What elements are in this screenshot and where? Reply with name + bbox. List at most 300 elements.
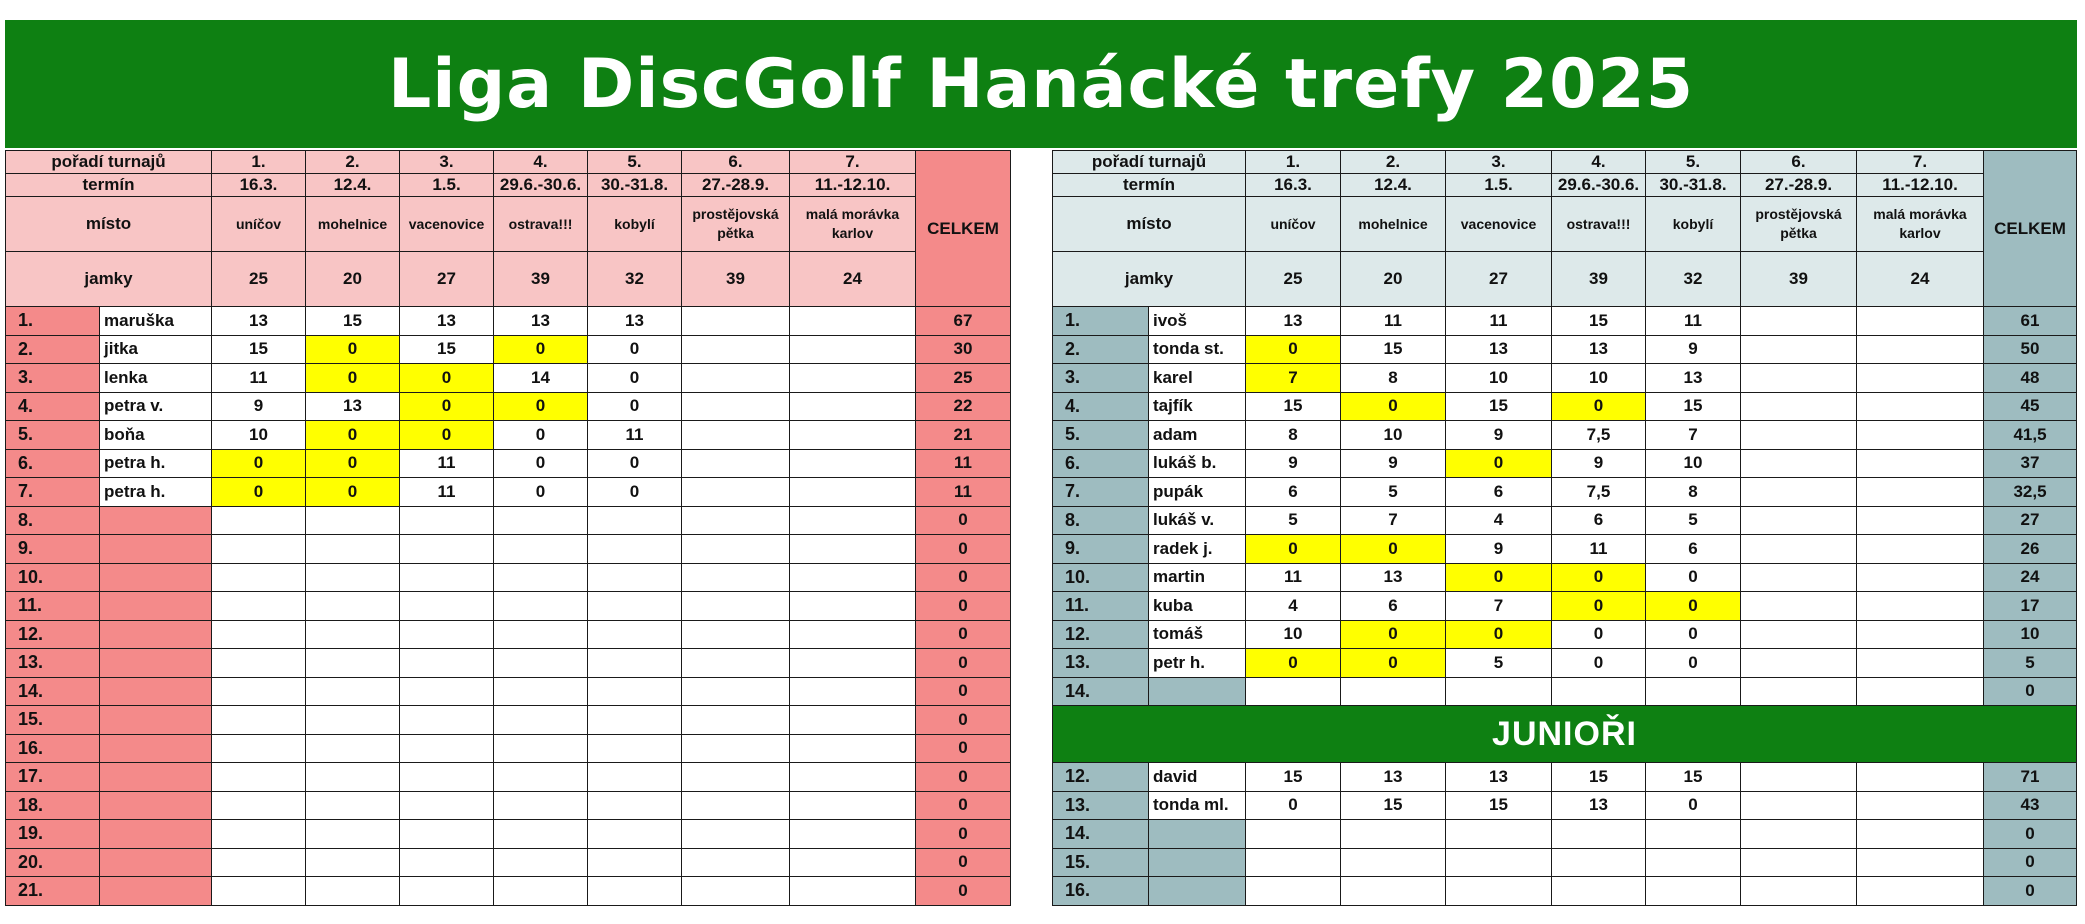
score-cell [1341, 877, 1446, 906]
score-cell: 0 [400, 392, 494, 421]
total-cell: 67 [916, 307, 1011, 336]
rank-cell: 7. [6, 478, 100, 507]
tournament-number-cell: 4. [1552, 151, 1646, 174]
tournament-place-cell: vacenovice [1446, 197, 1552, 252]
tournament-number-cell: 6. [682, 151, 790, 174]
total-cell: 10 [1984, 620, 2077, 649]
score-cell: 11 [1246, 563, 1341, 592]
score-cell [1857, 307, 1984, 336]
score-cell: 13 [1341, 763, 1446, 792]
tournament-place-cell: vacenovice [400, 197, 494, 252]
score-cell [1741, 877, 1857, 906]
table-row [6, 763, 1011, 792]
score-cell [682, 478, 790, 507]
score-cell [1341, 677, 1446, 706]
tournament-number-cell: 4. [494, 151, 588, 174]
score-cell [306, 649, 400, 678]
score-cell [1741, 791, 1857, 820]
player-name-cell: maruška [100, 307, 212, 336]
score-cell: 0 [306, 449, 400, 478]
score-cell: 9 [1552, 449, 1646, 478]
score-cell [494, 734, 588, 763]
score-cell [400, 706, 494, 735]
score-cell: 15 [400, 335, 494, 364]
score-cell: 15 [1646, 763, 1741, 792]
score-cell [400, 848, 494, 877]
rank-cell: 14. [6, 677, 100, 706]
total-cell: 41,5 [1984, 421, 2077, 450]
score-cell [1741, 677, 1857, 706]
score-cell [790, 791, 916, 820]
score-cell: 11 [212, 364, 306, 393]
total-cell: 45 [1984, 392, 2077, 421]
score-cell [790, 848, 916, 877]
score-cell [588, 649, 682, 678]
score-cell [588, 706, 682, 735]
total-cell: 26 [1984, 535, 2077, 564]
tournament-date-cell: 30.-31.8. [1646, 174, 1741, 197]
table-row [1053, 449, 2077, 478]
score-cell [1857, 478, 1984, 507]
score-cell [790, 364, 916, 393]
score-cell [1246, 820, 1341, 849]
total-cell: 0 [916, 535, 1011, 564]
table-row [1053, 364, 2077, 393]
tournament-holes-cell: 25 [1246, 252, 1341, 307]
score-cell [306, 763, 400, 792]
total-cell: 0 [916, 877, 1011, 906]
score-cell [588, 763, 682, 792]
tournament-place-cell: kobylí [588, 197, 682, 252]
score-cell [682, 848, 790, 877]
score-cell [494, 706, 588, 735]
score-cell [588, 877, 682, 906]
score-cell [1741, 506, 1857, 535]
score-cell [790, 620, 916, 649]
score-cell [306, 677, 400, 706]
player-name-cell: martin [1149, 563, 1246, 592]
score-cell: 0 [1646, 563, 1741, 592]
tournament-number-cell: 5. [1646, 151, 1741, 174]
table-row [1053, 335, 2077, 364]
score-cell: 0 [1646, 649, 1741, 678]
score-cell [790, 307, 916, 336]
score-cell: 15 [1552, 307, 1646, 336]
tournament-date-cell: 12.4. [1341, 174, 1446, 197]
table-row [1053, 848, 2077, 877]
player-name-cell: boňa [100, 421, 212, 450]
score-cell: 0 [1341, 620, 1446, 649]
player-name-cell [1149, 820, 1246, 849]
tournament-holes-cell: 27 [400, 252, 494, 307]
score-cell: 7 [1246, 364, 1341, 393]
score-cell [790, 763, 916, 792]
player-name-cell [100, 563, 212, 592]
table-row [6, 620, 1011, 649]
score-cell [1446, 820, 1552, 849]
table-row [1053, 877, 2077, 906]
table-row [1053, 478, 2077, 507]
table-row [6, 592, 1011, 621]
score-cell: 13 [1446, 335, 1552, 364]
player-name-cell [100, 706, 212, 735]
score-cell: 0 [1246, 335, 1341, 364]
total-cell: 0 [1984, 877, 2077, 906]
total-cell: 17 [1984, 592, 2077, 621]
tournament-holes-cell: 24 [1857, 252, 1984, 307]
rank-cell: 12. [6, 620, 100, 649]
player-name-cell: david [1149, 763, 1246, 792]
score-cell [212, 791, 306, 820]
score-cell [790, 506, 916, 535]
score-cell: 10 [1246, 620, 1341, 649]
score-cell [1741, 392, 1857, 421]
rank-cell: 13. [1053, 791, 1149, 820]
score-cell [790, 535, 916, 564]
tournament-number-cell: 1. [212, 151, 306, 174]
score-cell [212, 820, 306, 849]
jamky-label-cell: jamky [6, 252, 212, 307]
player-name-cell [100, 535, 212, 564]
table-row [6, 535, 1011, 564]
score-cell [1741, 535, 1857, 564]
total-cell: 0 [916, 791, 1011, 820]
tournament-date-cell: 29.6.-30.6. [1552, 174, 1646, 197]
table-row [1053, 820, 2077, 849]
score-cell [682, 649, 790, 678]
score-cell [1857, 649, 1984, 678]
score-cell: 15 [1341, 335, 1446, 364]
player-name-cell [100, 620, 212, 649]
rank-cell: 15. [1053, 848, 1149, 877]
player-name-cell: jitka [100, 335, 212, 364]
tournament-date-cell: 27.-28.9. [682, 174, 790, 197]
score-cell [400, 592, 494, 621]
score-cell [1741, 449, 1857, 478]
score-cell [1552, 877, 1646, 906]
tournament-date-cell: 27.-28.9. [1741, 174, 1857, 197]
score-cell [790, 877, 916, 906]
tournament-date-cell: 12.4. [306, 174, 400, 197]
tournament-number-cell: 3. [400, 151, 494, 174]
player-name-cell [100, 734, 212, 763]
score-cell: 4 [1246, 592, 1341, 621]
poradi-label-cell: pořadí turnajů [6, 151, 212, 174]
score-cell [588, 592, 682, 621]
score-cell: 15 [1446, 392, 1552, 421]
score-cell [1741, 848, 1857, 877]
score-cell [306, 506, 400, 535]
score-cell [494, 791, 588, 820]
score-cell: 13 [1646, 364, 1741, 393]
tournament-date-cell: 30.-31.8. [588, 174, 682, 197]
table-row [6, 677, 1011, 706]
score-cell: 10 [1552, 364, 1646, 393]
player-name-cell [100, 820, 212, 849]
juniors-section-title: JUNIOŘI [1053, 706, 2077, 763]
score-cell [212, 563, 306, 592]
score-cell: 7 [1646, 421, 1741, 450]
score-cell [1857, 421, 1984, 450]
player-name-cell: adam [1149, 421, 1246, 450]
score-cell [400, 877, 494, 906]
score-cell [1857, 449, 1984, 478]
tournament-number-cell: 1. [1246, 151, 1341, 174]
tournament-date-cell: 16.3. [1246, 174, 1341, 197]
table-row [6, 820, 1011, 849]
rank-cell: 8. [6, 506, 100, 535]
score-cell: 13 [1552, 335, 1646, 364]
score-cell: 0 [494, 392, 588, 421]
table-row [6, 364, 1011, 393]
score-cell [306, 877, 400, 906]
score-cell [588, 506, 682, 535]
rank-cell: 19. [6, 820, 100, 849]
score-cell: 15 [306, 307, 400, 336]
total-cell: 24 [1984, 563, 2077, 592]
score-cell [1857, 820, 1984, 849]
tournament-holes-cell: 25 [212, 252, 306, 307]
score-cell [682, 449, 790, 478]
player-name-cell [100, 848, 212, 877]
tournament-place-cell: malá morávka karlov [790, 197, 916, 252]
score-cell: 0 [400, 364, 494, 393]
rank-cell: 3. [1053, 364, 1149, 393]
score-cell [588, 734, 682, 763]
score-cell [400, 820, 494, 849]
player-name-cell [100, 649, 212, 678]
score-cell [1741, 421, 1857, 450]
tournament-date-cell: 11.-12.10. [790, 174, 916, 197]
score-cell [790, 734, 916, 763]
score-cell [682, 763, 790, 792]
player-name-cell [100, 506, 212, 535]
tournament-number-cell: 3. [1446, 151, 1552, 174]
score-cell [212, 592, 306, 621]
tournament-place-cell: mohelnice [1341, 197, 1446, 252]
score-cell: 10 [212, 421, 306, 450]
misto-label-cell: místo [6, 197, 212, 252]
total-cell: 61 [1984, 307, 2077, 336]
table-row [6, 563, 1011, 592]
player-name-cell [100, 877, 212, 906]
tournament-holes-cell: 32 [588, 252, 682, 307]
tournament-number-cell: 2. [306, 151, 400, 174]
score-cell: 7,5 [1552, 421, 1646, 450]
score-cell: 0 [1446, 620, 1552, 649]
score-cell [306, 791, 400, 820]
score-cell: 6 [1552, 506, 1646, 535]
score-cell: 0 [588, 364, 682, 393]
player-name-cell: tajfík [1149, 392, 1246, 421]
player-name-cell: lukáš b. [1149, 449, 1246, 478]
score-cell [1446, 677, 1552, 706]
rank-cell: 3. [6, 364, 100, 393]
score-cell [400, 763, 494, 792]
score-cell [1646, 877, 1741, 906]
score-cell: 7,5 [1552, 478, 1646, 507]
total-cell: 32,5 [1984, 478, 2077, 507]
rank-cell: 1. [6, 307, 100, 336]
player-name-cell: tomáš [1149, 620, 1246, 649]
table-row [1053, 791, 2077, 820]
tournament-date-cell: 1.5. [1446, 174, 1552, 197]
score-cell: 0 [1552, 620, 1646, 649]
rank-cell: 20. [6, 848, 100, 877]
score-cell [212, 535, 306, 564]
score-cell: 0 [306, 478, 400, 507]
table-row [6, 335, 1011, 364]
table-row [6, 307, 1011, 336]
score-cell [1552, 848, 1646, 877]
score-cell: 8 [1246, 421, 1341, 450]
score-cell [494, 848, 588, 877]
score-cell [1741, 364, 1857, 393]
score-cell [400, 734, 494, 763]
score-cell: 11 [1446, 307, 1552, 336]
score-cell [790, 478, 916, 507]
table-row [1053, 506, 2077, 535]
score-cell [1857, 392, 1984, 421]
score-cell: 0 [588, 478, 682, 507]
rank-cell: 13. [1053, 649, 1149, 678]
total-cell: 5 [1984, 649, 2077, 678]
score-cell [1246, 877, 1341, 906]
score-cell [682, 592, 790, 621]
misto-label-cell: místo [1053, 197, 1246, 252]
score-cell: 0 [1552, 563, 1646, 592]
score-cell [790, 392, 916, 421]
score-cell: 0 [1552, 592, 1646, 621]
score-cell: 0 [212, 478, 306, 507]
celkem-header-cell: CELKEM [1984, 151, 2077, 307]
rank-cell: 16. [6, 734, 100, 763]
score-cell: 15 [1341, 791, 1446, 820]
total-cell: 0 [1984, 677, 2077, 706]
rank-cell: 6. [1053, 449, 1149, 478]
score-cell: 0 [1341, 649, 1446, 678]
tournament-holes-cell: 39 [1741, 252, 1857, 307]
jamky-label-cell: jamky [1053, 252, 1246, 307]
score-cell: 11 [1552, 535, 1646, 564]
tournament-holes-cell: 39 [682, 252, 790, 307]
score-cell [682, 421, 790, 450]
rank-cell: 1. [1053, 307, 1149, 336]
tournament-number-cell: 7. [1857, 151, 1984, 174]
rank-cell: 8. [1053, 506, 1149, 535]
score-cell [306, 563, 400, 592]
score-cell: 9 [1446, 535, 1552, 564]
score-cell: 11 [1646, 307, 1741, 336]
score-cell: 0 [1646, 791, 1741, 820]
score-cell [1857, 335, 1984, 364]
tournament-number-cell: 2. [1341, 151, 1446, 174]
total-cell: 0 [916, 734, 1011, 763]
score-cell: 4 [1446, 506, 1552, 535]
score-cell [400, 649, 494, 678]
score-cell: 6 [1646, 535, 1741, 564]
score-cell [212, 506, 306, 535]
player-name-cell: karel [1149, 364, 1246, 393]
rank-cell: 9. [1053, 535, 1149, 564]
total-cell: 0 [916, 677, 1011, 706]
player-name-cell: ivoš [1149, 307, 1246, 336]
score-cell: 15 [212, 335, 306, 364]
total-cell: 22 [916, 392, 1011, 421]
table-row [6, 848, 1011, 877]
score-cell: 0 [212, 449, 306, 478]
table-row [1053, 620, 2077, 649]
tournament-place-cell: mohelnice [306, 197, 400, 252]
score-cell: 13 [212, 307, 306, 336]
score-cell: 6 [1246, 478, 1341, 507]
table-row [1053, 535, 2077, 564]
tournament-place-cell: ostrava!!! [494, 197, 588, 252]
score-cell: 0 [588, 335, 682, 364]
player-name-cell: petra h. [100, 449, 212, 478]
total-cell: 0 [916, 706, 1011, 735]
player-name-cell [1149, 848, 1246, 877]
table-row [1053, 307, 2077, 336]
score-cell [494, 620, 588, 649]
score-cell [682, 335, 790, 364]
tournament-holes-cell: 20 [1341, 252, 1446, 307]
women-standings-table [5, 150, 1011, 906]
score-cell [1446, 848, 1552, 877]
total-cell: 0 [916, 649, 1011, 678]
score-cell: 0 [306, 421, 400, 450]
table-row [1053, 592, 2077, 621]
rank-cell: 16. [1053, 877, 1149, 906]
score-cell: 11 [1341, 307, 1446, 336]
rank-cell: 10. [1053, 563, 1149, 592]
score-cell: 9 [1446, 421, 1552, 450]
tournament-number-cell: 6. [1741, 151, 1857, 174]
score-cell [306, 535, 400, 564]
table-row [6, 506, 1011, 535]
score-cell: 0 [1446, 449, 1552, 478]
score-cell [682, 307, 790, 336]
total-cell: 0 [1984, 848, 2077, 877]
rank-cell: 7. [1053, 478, 1149, 507]
score-cell [1741, 592, 1857, 621]
total-cell: 30 [916, 335, 1011, 364]
score-cell [1741, 307, 1857, 336]
score-cell [1741, 563, 1857, 592]
celkem-header-cell: CELKEM [916, 151, 1011, 307]
score-cell [790, 335, 916, 364]
player-name-cell: petra v. [100, 392, 212, 421]
score-cell [400, 563, 494, 592]
tournament-holes-cell: 20 [306, 252, 400, 307]
table-row [6, 734, 1011, 763]
total-cell: 27 [1984, 506, 2077, 535]
score-cell [682, 734, 790, 763]
score-cell [1741, 649, 1857, 678]
player-name-cell: tonda st. [1149, 335, 1246, 364]
score-cell [682, 392, 790, 421]
player-name-cell: petra h. [100, 478, 212, 507]
table-row [6, 791, 1011, 820]
total-cell: 50 [1984, 335, 2077, 364]
player-name-cell: tonda ml. [1149, 791, 1246, 820]
tournament-holes-cell: 39 [494, 252, 588, 307]
tournament-date-cell: 11.-12.10. [1857, 174, 1984, 197]
score-cell [212, 677, 306, 706]
tournament-number-cell: 7. [790, 151, 916, 174]
score-cell: 11 [588, 421, 682, 450]
score-cell [682, 563, 790, 592]
